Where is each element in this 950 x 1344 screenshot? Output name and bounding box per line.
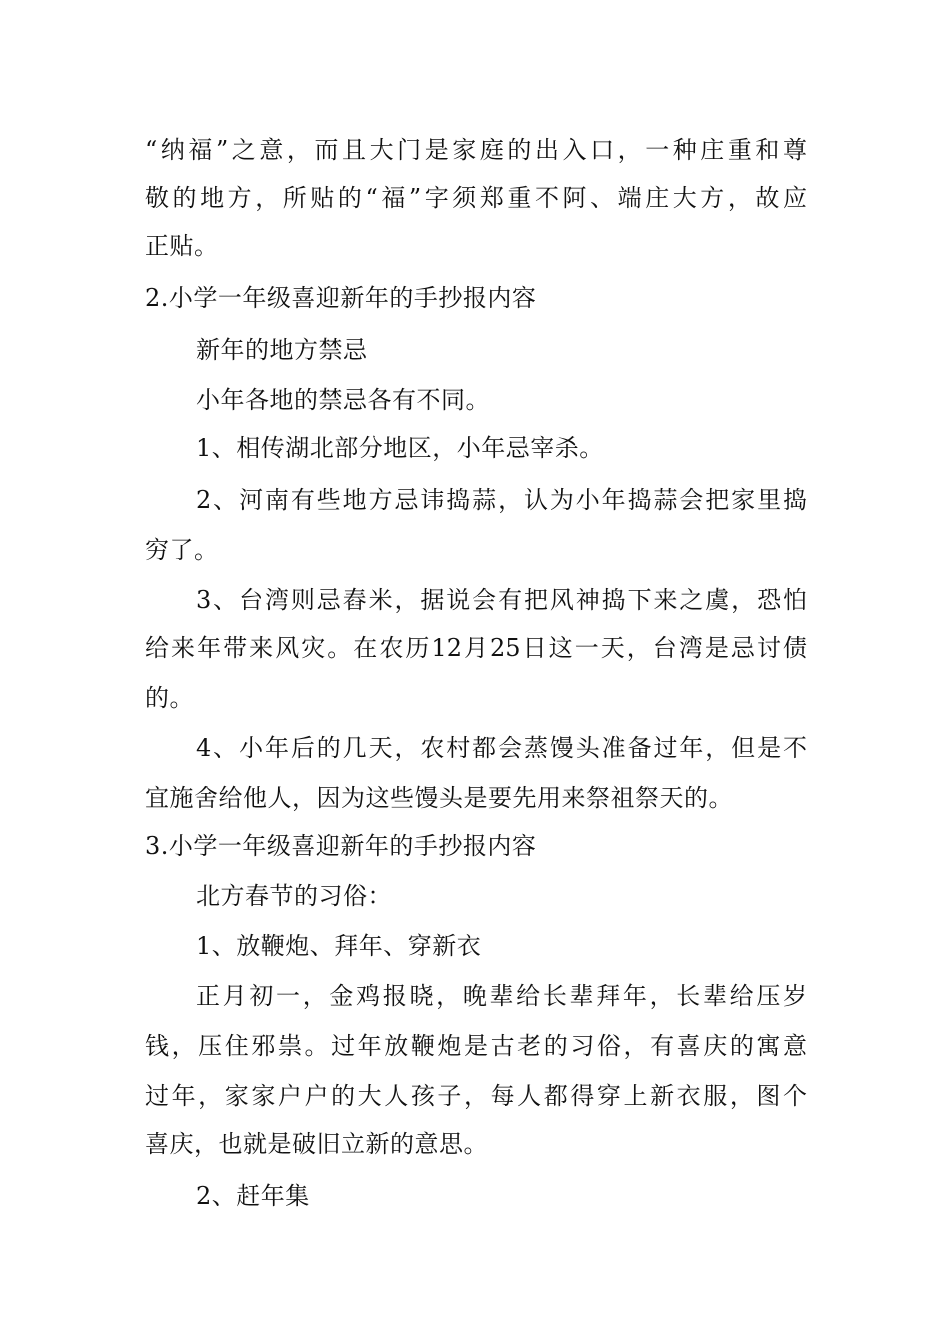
- paragraph-line: 正贴。: [145, 232, 219, 260]
- paragraph-line: 钱，压住邪祟。过年放鞭炮是古老的习俗，有喜庆的寓意: [145, 1032, 807, 1060]
- paragraph-line: 敬的地方，所贴的“福”字须郑重不阿、端庄大方，故应: [145, 184, 807, 212]
- paragraph-line: 新年的地方禁忌: [196, 336, 368, 364]
- paragraph-line: 给来年带来风灾。在农历12月25日这一天，台湾是忌讨债: [145, 634, 807, 662]
- paragraph-line: 穷了。: [145, 536, 219, 564]
- paragraph-line: “纳福”之意，而且大门是家庭的出入口，一种庄重和尊: [145, 136, 807, 164]
- paragraph-line: 过年，家家户户的大人孩子，每人都得穿上新衣服，图个: [145, 1082, 807, 1110]
- list-item: 2、赶年集: [196, 1182, 310, 1210]
- section-heading: 2.小学一年级喜迎新年的手抄报内容: [145, 284, 537, 312]
- paragraph-line: 正月初一，金鸡报晓，晚辈给长辈拜年，长辈给压岁: [196, 982, 807, 1010]
- list-item: 1、放鞭炮、拜年、穿新衣: [196, 932, 482, 960]
- paragraph-line: 小年各地的禁忌各有不同。: [196, 386, 490, 414]
- list-item: 2、河南有些地方忌讳捣蒜，认为小年捣蒜会把家里捣: [196, 486, 807, 514]
- section-heading: 3.小学一年级喜迎新年的手抄报内容: [145, 832, 537, 860]
- list-item: 1、相传湖北部分地区，小年忌宰杀。: [196, 434, 604, 462]
- paragraph-line: 北方春节的习俗：: [196, 882, 392, 910]
- paragraph-line: 的。: [145, 684, 194, 712]
- list-item: 3、台湾则忌舂米，据说会有把风神捣下来之虞，恐怕: [196, 586, 807, 614]
- paragraph-line: 喜庆，也就是破旧立新的意思。: [145, 1130, 488, 1158]
- list-item: 4、小年后的几天，农村都会蒸馒头准备过年，但是不: [196, 734, 807, 762]
- paragraph-line: 宜施舍给他人，因为这些馒头是要先用来祭祖祭天的。: [145, 784, 733, 812]
